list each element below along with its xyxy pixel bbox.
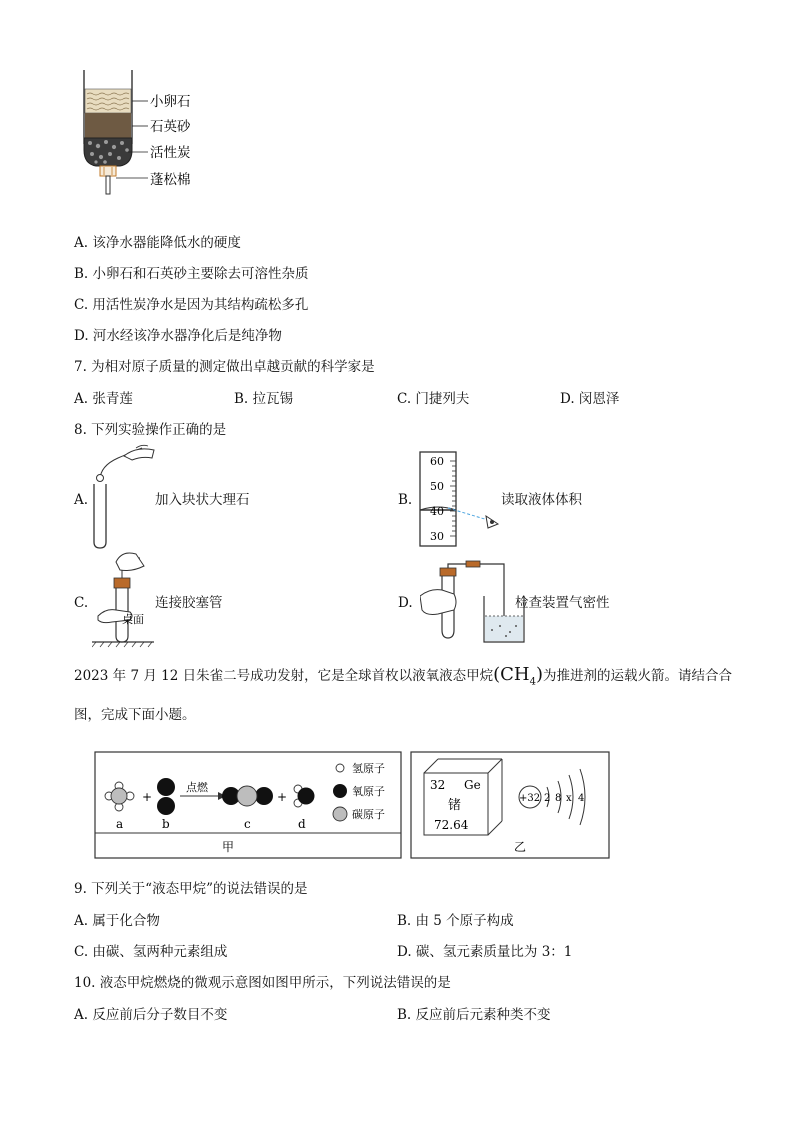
q9-option-d[interactable]: D. 碳、氢元素质量比为 3：1 [397,944,573,960]
cylinder-tick-50: 50 [430,480,444,493]
quartz-sand-layer [85,113,131,138]
q8-option-b-letter[interactable]: B. [398,492,413,508]
legend-hydrogen: 氢原子 [352,762,385,775]
filter-label-pebble: 小卵石 [150,94,191,110]
filter-label-carbon: 活性炭 [150,145,191,161]
intro-prefix: 2023 年 7 月 12 日朱雀二号成功发射，它是全球首枚以液氧液态甲烷 [74,668,494,684]
q10-option-a[interactable]: A. 反应前后分子数目不变 [74,1007,228,1023]
intro-line-1 [74,666,732,692]
water-filter-figure [70,68,210,203]
shell-1: 2 [544,793,551,804]
q6-option-d[interactable]: D. 河水经该净水器净化后是纯净物 [74,328,282,344]
figure-jia-reaction [94,751,402,859]
intro-suffix: 为推进剂的运载火箭。请结合合 [543,668,733,684]
element-symbol: Ge [464,778,481,792]
plus-sign-1: + [142,790,153,804]
q6-option-a[interactable]: A. 该净水器能降低水的硬度 [74,235,241,251]
q10-option-b[interactable]: B. 反应前后元素种类不变 [397,1007,551,1023]
pebble-layer [85,89,131,113]
caption-yi: 乙 [514,840,527,854]
label-a: a [116,817,124,831]
legend-carbon: 碳原子 [352,808,385,821]
filter-label-quartz: 石英砂 [150,119,191,135]
label-d: d [298,817,306,831]
q8-d-figure-airtightness [420,560,530,646]
atomic-number: 32 [430,778,446,792]
cylinder-tick-40: 40 [430,505,444,518]
formula-main: CH [500,664,530,685]
q9-option-b[interactable]: B. 由 5 个原子构成 [397,913,514,929]
cylinder-tick-30: 30 [430,530,444,543]
q8-a-figure-add-marble [84,444,159,550]
q8-stem: 8. 下列实验操作正确的是 [74,422,227,438]
label-b: b [162,817,170,831]
q8-option-d-text[interactable]: 检查装置气密性 [515,595,610,611]
q8-option-c-text[interactable]: 连接胶塞管 [155,595,223,611]
caption-jia: 甲 [222,840,235,854]
q8-option-b-text[interactable]: 读取液体体积 [501,492,582,508]
q8-option-a-letter[interactable]: A. [74,492,89,508]
label-c: c [244,817,251,831]
q7-option-b[interactable]: B. 拉瓦锡 [234,391,294,407]
q7-option-c[interactable]: C. 门捷列夫 [397,391,470,407]
q6-option-c[interactable]: C. 用活性炭净水是因为其结构疏松多孔 [74,297,309,313]
q8-option-a-text[interactable]: 加入块状大理石 [155,492,250,508]
desk-label: 桌面 [122,613,144,626]
cylinder-tick-60: 60 [430,455,444,468]
arrow-label-ignite: 点燃 [186,781,208,794]
q9-option-a[interactable]: A. 属于化合物 [74,913,160,929]
shell-2: 8 [555,793,562,804]
q10-stem: 10. 液态甲烷燃烧的微观示意图如图甲所示，下列说法错误的是 [74,975,451,991]
filter-label-cotton: 蓬松棉 [150,172,191,188]
formula-methane: $(CH_4)$ [493,664,544,688]
eye-icon [486,516,498,528]
intro-line-2: 图，完成下面小题。 [74,707,196,723]
plus-sign-2: + [277,790,288,804]
cotton-layer [100,166,116,176]
q7-option-a[interactable]: A. 张青莲 [74,391,133,407]
shell-4: 4 [578,793,585,804]
legend [333,761,385,821]
legend-oxygen: 氧原子 [352,785,385,798]
atomic-mass: 72.64 [434,818,469,832]
figure-yi-germanium [410,751,610,859]
q6-option-b[interactable]: B. 小卵石和石英砂主要除去可溶性杂质 [74,266,309,282]
q9-stem: 9. 下列关于“液态甲烷”的说法错误的是 [74,881,308,897]
q8-b-figure-read-cylinder [414,450,514,548]
formula-sub: 4 [529,676,536,688]
q8-option-c-letter[interactable]: C. [74,595,89,611]
q7-stem: 7. 为相对原子质量的测定做出卓越贡献的科学家是 [74,359,375,375]
nucleus-charge: +32 [519,793,541,804]
q7-option-d[interactable]: D. 闵恩泽 [560,391,620,407]
shell-3: x [566,793,572,804]
q8-option-d-letter[interactable]: D. [398,595,413,611]
q9-option-c[interactable]: C. 由碳、氢两种元素组成 [74,944,228,960]
molecule-c-co2 [222,786,273,806]
element-name: 锗 [448,798,462,813]
